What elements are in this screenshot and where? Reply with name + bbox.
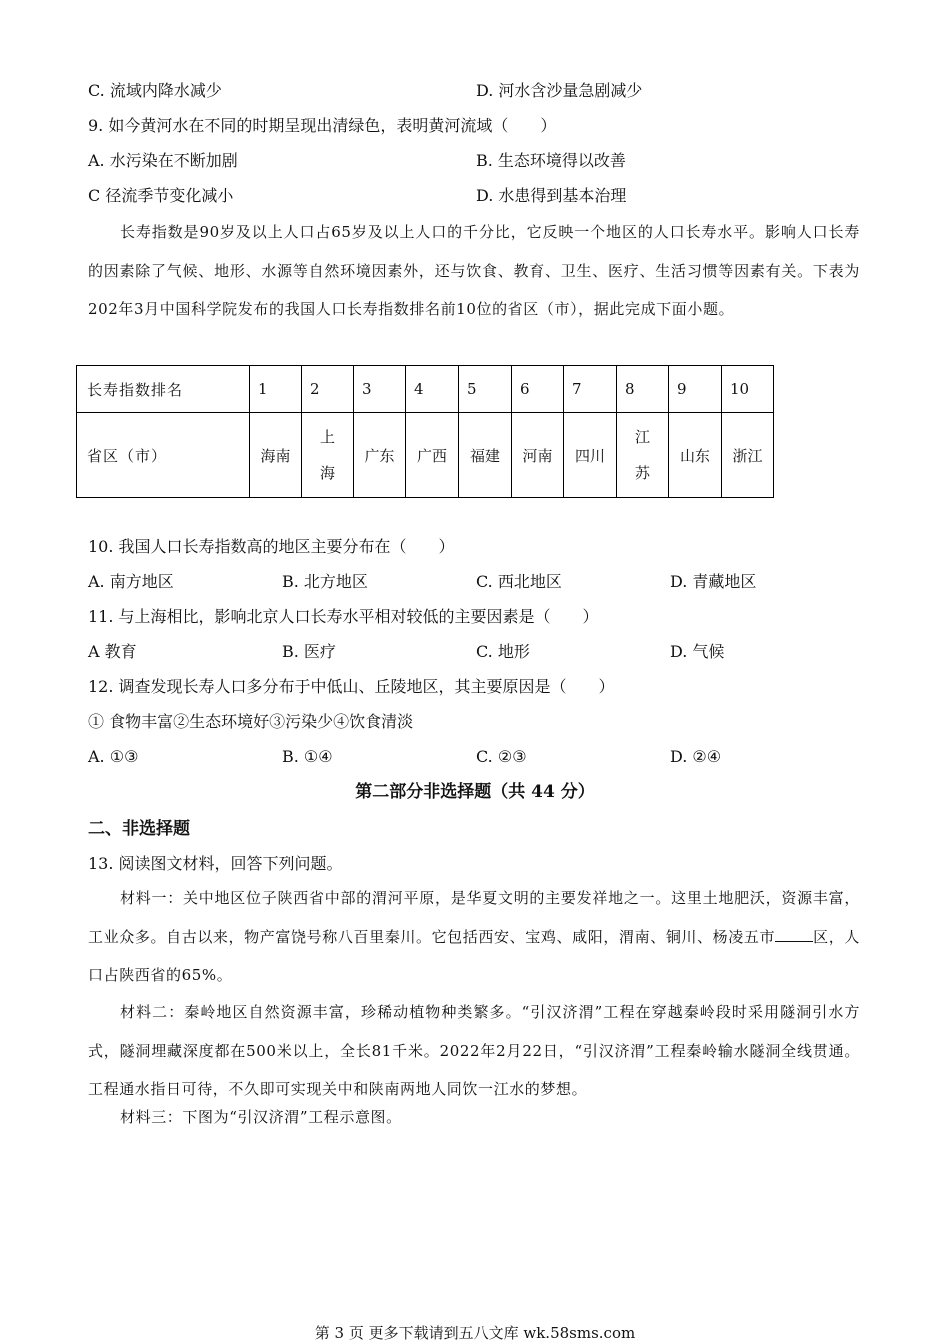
question-12-option-d: D. ②④ [670,747,722,766]
material-2: 材料二：秦岭地区自然资源丰富，珍稀动植物种类繁多。“引汉济渭”工程在穿越秦岭段时采用隧洞引水方式，隧洞埋藏深度都在500米以上，全长81千米。2022年2月22日，“引汉济渭”工程秦岭输水隧洞全线贯通。工程通水指日可待，不久即可实现关中和陕南两地人同饮一江水的梦想。 [88,1003,860,1098]
province-cell: 福建 [459,413,512,498]
question-11-stem: 11. 与上海相比，影响北京人口长寿水平相对较低的主要因素是（ ） [88,607,599,626]
rank-cell: 8 [617,366,669,413]
province-text-vertical: 上海 [319,428,335,482]
province-cell: 四川 [564,413,617,498]
material-1-text: 材料一：关中地区位子陕西省中部的渭河平原，是华夏文明的主要发祥地之一。这里土地肥沃，资源丰富，工业众多。自古以来，物产富饶号称八百里秦川。它包括西安、宝鸡、咸阳，渭南、铜川、杨凌五市 [88,889,860,946]
option-d-prev: D. 河水含沙量急剧减少 [476,81,643,100]
rank-header-cell: 长寿指数排名 [77,366,250,413]
rank-cell: 4 [406,366,459,413]
question-12-option-c: C. ②③ [476,747,527,766]
rank-cell: 9 [669,366,722,413]
question-11-option-c: C. 地形 [476,642,530,661]
province-cell: 浙江 [722,413,774,498]
material-1-text-end: 区，人口占陕西省的65%。 [88,927,860,984]
table-row-rank [77,366,774,413]
question-10-option-d: D. 青藏地区 [670,572,757,591]
province-cell: 河南 [512,413,564,498]
question-9-stem: 9. 如今黄河水在不同的时期呈现出清绿色，表明黄河流域（ ） [88,116,557,135]
province-cell: 广西 [406,413,459,498]
rank-cell: 6 [512,366,564,413]
rank-cell: 10 [722,366,774,413]
province-cell: 山东 [669,413,722,498]
rank-cell: 1 [250,366,302,413]
province-cell: 海南 [250,413,302,498]
question-10-stem: 10. 我国人口长寿指数高的地区主要分布在（ ） [88,537,455,556]
rank-cell: 7 [564,366,617,413]
province-cell [302,413,354,498]
material-3: 材料三：下图为“引汉济渭”工程示意图。 [120,1108,402,1126]
question-11-option-a: A 教育 [88,642,137,661]
table-row-province [77,413,774,498]
question-9-option-a: A. 水污染在不断加剧 [88,151,238,170]
question-11-option-d: D. 气候 [670,642,725,661]
material-1 [88,879,860,995]
province-cell: 广东 [354,413,406,498]
question-11-option-b: B. 医疗 [282,642,336,661]
intro-paragraph: 长寿指数是90岁及以上人口占65岁及以上人口的千分比，它反映一个地区的人口长寿水平。影响人口长寿的因素除了气候、地形、水源等自然环境因素外，还与饮食、教育、卫生、医疗、生活习惯等因素有关。下表为202年3月中国科学院发布的我国人口长寿指数排名前10位的省区（市），据此完成下面小题。 [88,223,860,318]
page-footer: 第 3 页 更多下载请到五八文库 wk.58sms.com [314,1324,636,1342]
part-2-title: 第二部分非选择题（共 44 分） [355,782,595,802]
province-text-vertical: 江苏 [634,428,650,482]
question-12-stem: 12. 调查发现长寿人口多分布于中低山、丘陵地区，其主要原因是（ ） [88,677,615,696]
question-13-stem: 13. 阅读图文材料，回答下列问题。 [88,854,343,873]
question-10-option-b: B. 北方地区 [282,572,368,591]
question-9-option-c: C 径流季节变化减小 [88,186,234,205]
question-12-option-a: A. ①③ [88,747,139,766]
rank-cell: 3 [354,366,406,413]
question-10-option-a: A. 南方地区 [88,572,174,591]
province-cell [617,413,669,498]
rank-cell: 5 [459,366,512,413]
rank-cell: 2 [302,366,354,413]
section-2-title: 二、非选择题 [88,819,190,839]
question-12-option-b: B. ①④ [282,747,333,766]
question-9-option-d: D. 水患得到基本治理 [476,186,627,205]
question-9-option-b: B. 生态环境得以改善 [476,151,626,170]
option-c-prev: C. 流域内降水减少 [88,81,222,100]
question-10-option-c: C. 西北地区 [476,572,562,591]
question-12-items: ① 食物丰富②生态环境好③污染少④饮食清淡 [88,712,414,731]
longevity-rank-table [76,365,774,498]
province-header-cell: 省区（市） [77,413,250,498]
fill-blank [775,925,813,942]
